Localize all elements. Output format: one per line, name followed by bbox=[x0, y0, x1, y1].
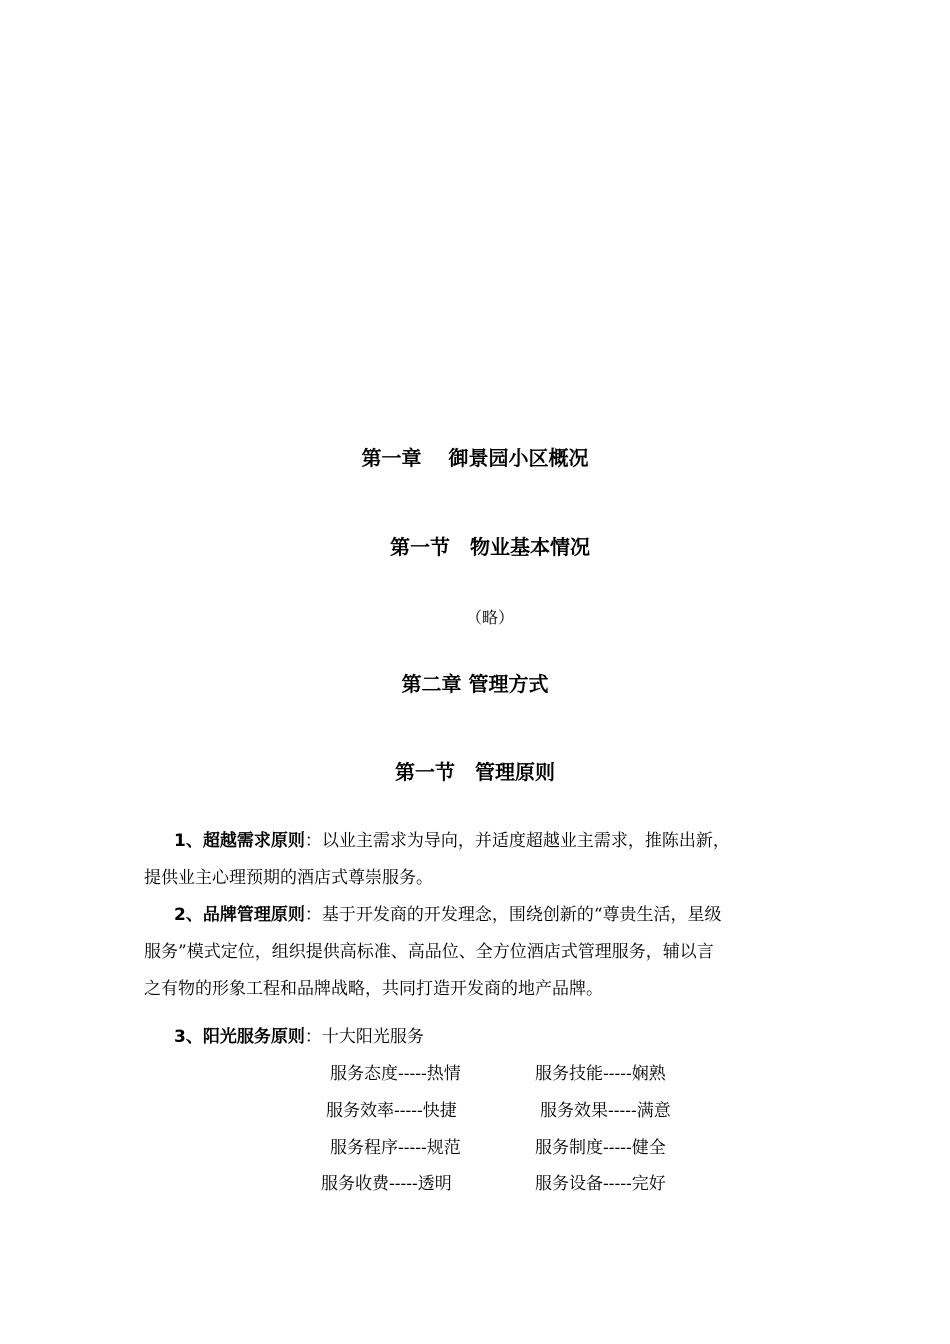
principle-1-line-1 bbox=[144, 823, 806, 860]
principle-1-lead: 1、超越需求原则 bbox=[174, 831, 305, 851]
service-item: 服务制度-----健全 bbox=[535, 1138, 666, 1158]
principle-3-colon: ： bbox=[304, 1027, 322, 1047]
chapter-2-title: 第二章 管理方式 bbox=[401, 672, 549, 696]
chapter-2-section-1-title: 第一节 管理原则 bbox=[395, 760, 555, 784]
principle-2-lead: 2、品牌管理原则 bbox=[174, 905, 305, 925]
service-item: 服务效果-----满意 bbox=[540, 1101, 671, 1121]
principle-1-text-1: 以业主需求为导向，并适度超越业主需求，推陈出新， bbox=[321, 831, 730, 851]
service-item: 服务程序-----规范 bbox=[330, 1138, 461, 1158]
section-note: （略） bbox=[465, 608, 514, 627]
chapter-1-section-1-title: 第一节 物业基本情况 bbox=[390, 535, 590, 559]
service-item: 服务设备-----完好 bbox=[535, 1174, 666, 1194]
chapter-1-title: 第一章 御景园小区概况 bbox=[361, 446, 589, 470]
service-item: 服务态度-----热情 bbox=[330, 1064, 461, 1084]
principle-1 bbox=[144, 823, 806, 897]
service-item: 服务技能-----娴熟 bbox=[535, 1064, 666, 1084]
principle-3-lead: 3、阳光服务原则 bbox=[174, 1027, 305, 1047]
principle-1-colon: ： bbox=[304, 831, 322, 851]
principle-3 bbox=[144, 1019, 806, 1056]
service-item: 服务收费-----透明 bbox=[321, 1174, 452, 1194]
principle-1-line-2: 提供业主心理预期的酒店式尊崇服务。 bbox=[144, 868, 433, 888]
principle-2-line-1 bbox=[144, 897, 806, 934]
principle-2 bbox=[144, 897, 806, 1008]
principle-2-line-2: 服务”模式定位，组织提供高标准、高品位、全方位酒店式管理服务，辅以言 bbox=[144, 942, 714, 962]
principle-3-text-1: 十大阳光服务 bbox=[321, 1027, 424, 1047]
principle-3-line-1 bbox=[144, 1019, 806, 1056]
service-item: 服务效率-----快捷 bbox=[326, 1101, 457, 1121]
principle-2-text-1: 基于开发商的开发理念，围绕创新的“尊贵生活，星级 bbox=[321, 905, 722, 925]
principle-2-line-3: 之有物的形象工程和品牌战略，共同打造开发商的地产品牌。 bbox=[144, 979, 603, 999]
principle-2-colon: ： bbox=[304, 905, 322, 925]
